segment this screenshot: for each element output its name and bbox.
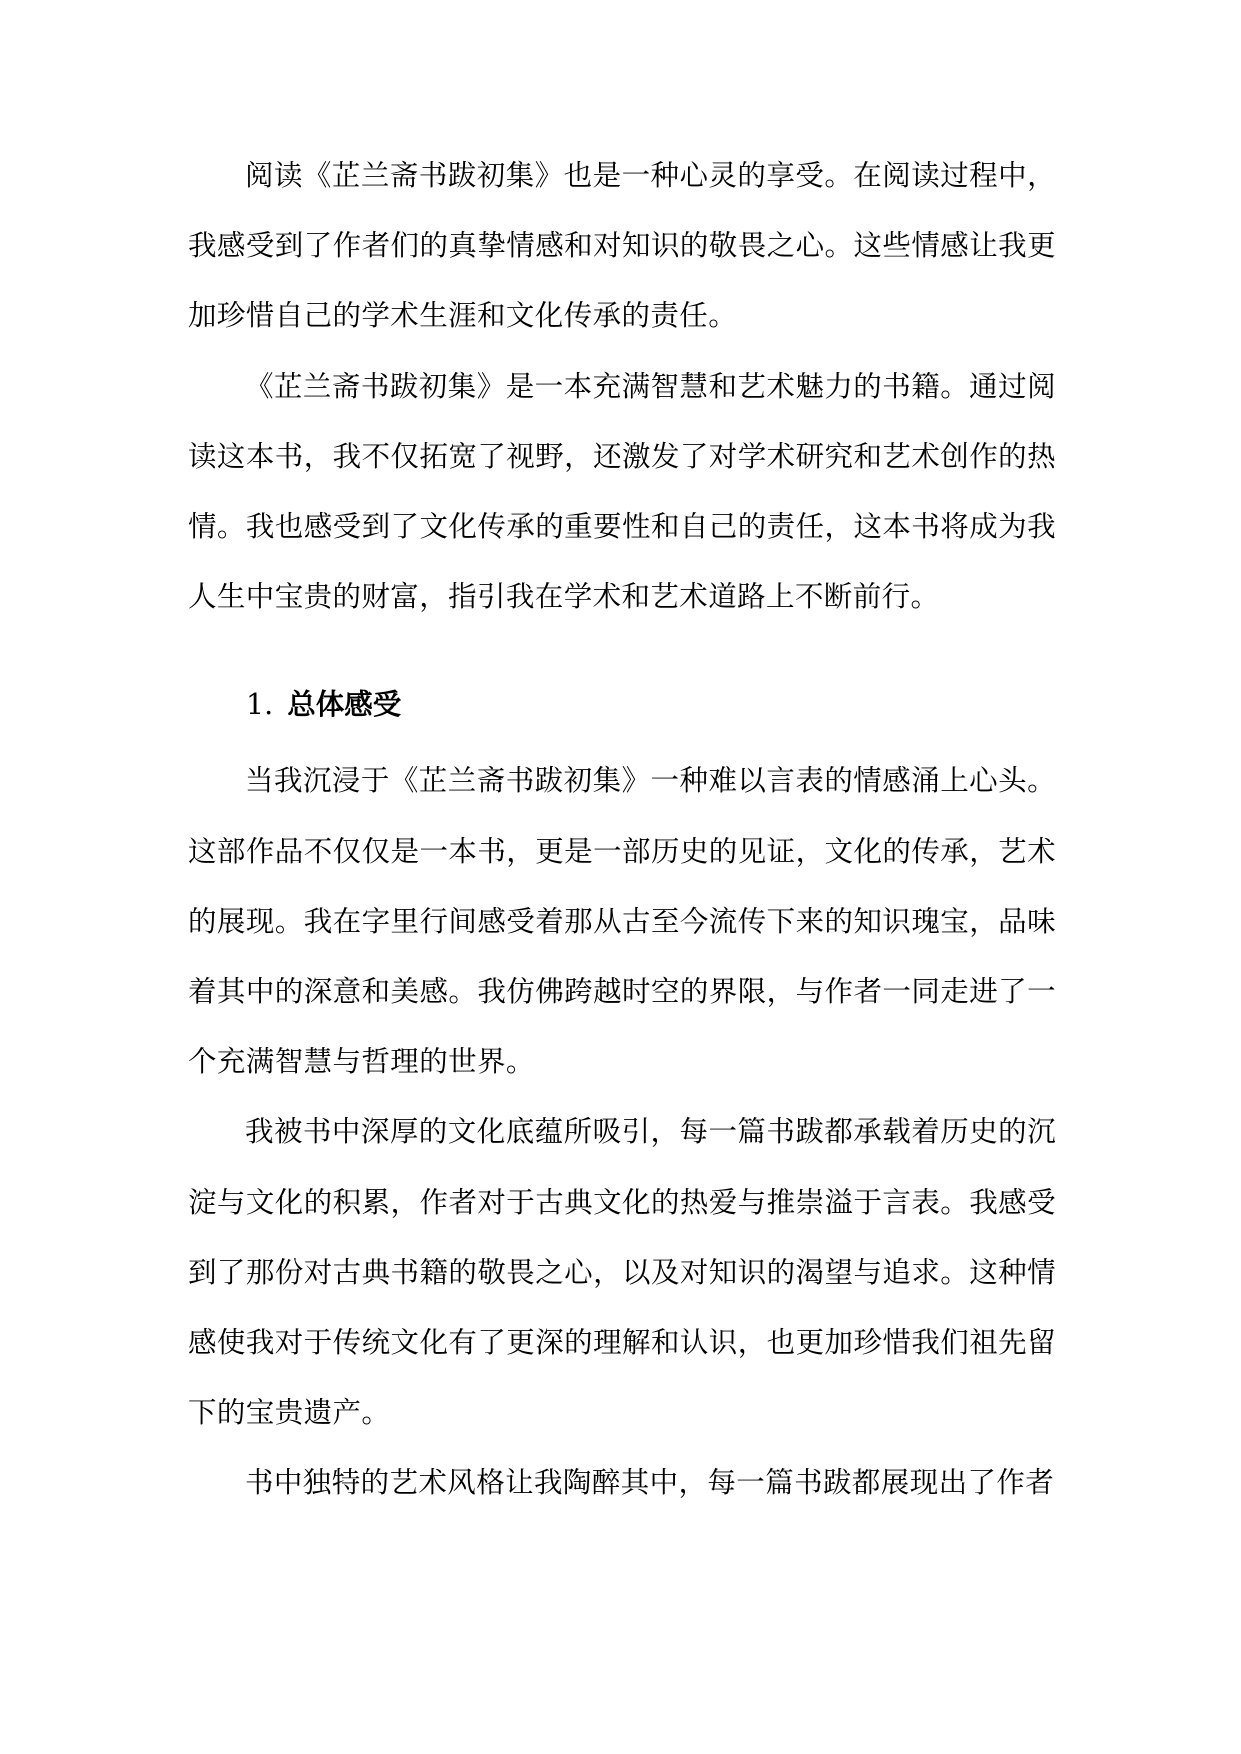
section-title: 总体感受 xyxy=(287,688,402,722)
paragraph: 《芷兰斋书跋初集》是一本充满智慧和艺术魅力的书籍。通过阅读这本书，我不仅拓宽了视野，还激发了对学术研究和艺术创作的热情。我也感受到了文化传承的重要性和自己的责任，这本书将成为我人生中宝贵的财富，指引我在学术和艺术道路上不断前行。 xyxy=(188,369,1056,614)
paragraph: 当我沉浸于《芷兰斋书跋初集》一种难以言表的情感涌上心头。这部作品不仅仅是一本书，更是一部历史的见证，文化的传承，艺术的展现。我在字里行间感受着那从古至今流传下来的知识瑰宝，品味着其中的深意和美感。我仿佛跨越时空的界限，与作者一同走进了一个充满智慧与哲理的世界。 xyxy=(188,764,1056,1079)
paragraph: 我被书中深厚的文化底蕴所吸引，每一篇书跋都承载着历史的沉淀与文化的积累，作者对于古典文化的热爱与推崇溢于言表。我感受到了那份对古典书籍的敬畏之心，以及对知识的渴望与追求。这种情感使我对于传统文化有了更深的理解和认识，也更加珍惜我们祖先留下的宝贵遗产。 xyxy=(188,1115,1056,1430)
section-number: 1. xyxy=(246,688,274,722)
document-body xyxy=(188,141,1056,1519)
section-heading xyxy=(188,670,1056,746)
paragraph: 书中独特的艺术风格让我陶醉其中，每一篇书跋都展现出了作者 xyxy=(245,1466,1055,1500)
paragraph: 阅读《芷兰斋书跋初集》也是一种心灵的享受。在阅读过程中，我感受到了作者们的真挚情感和对知识的敬畏之心。这些情感让我更加珍惜自己的学术生涯和文化传承的责任。 xyxy=(188,159,1056,333)
